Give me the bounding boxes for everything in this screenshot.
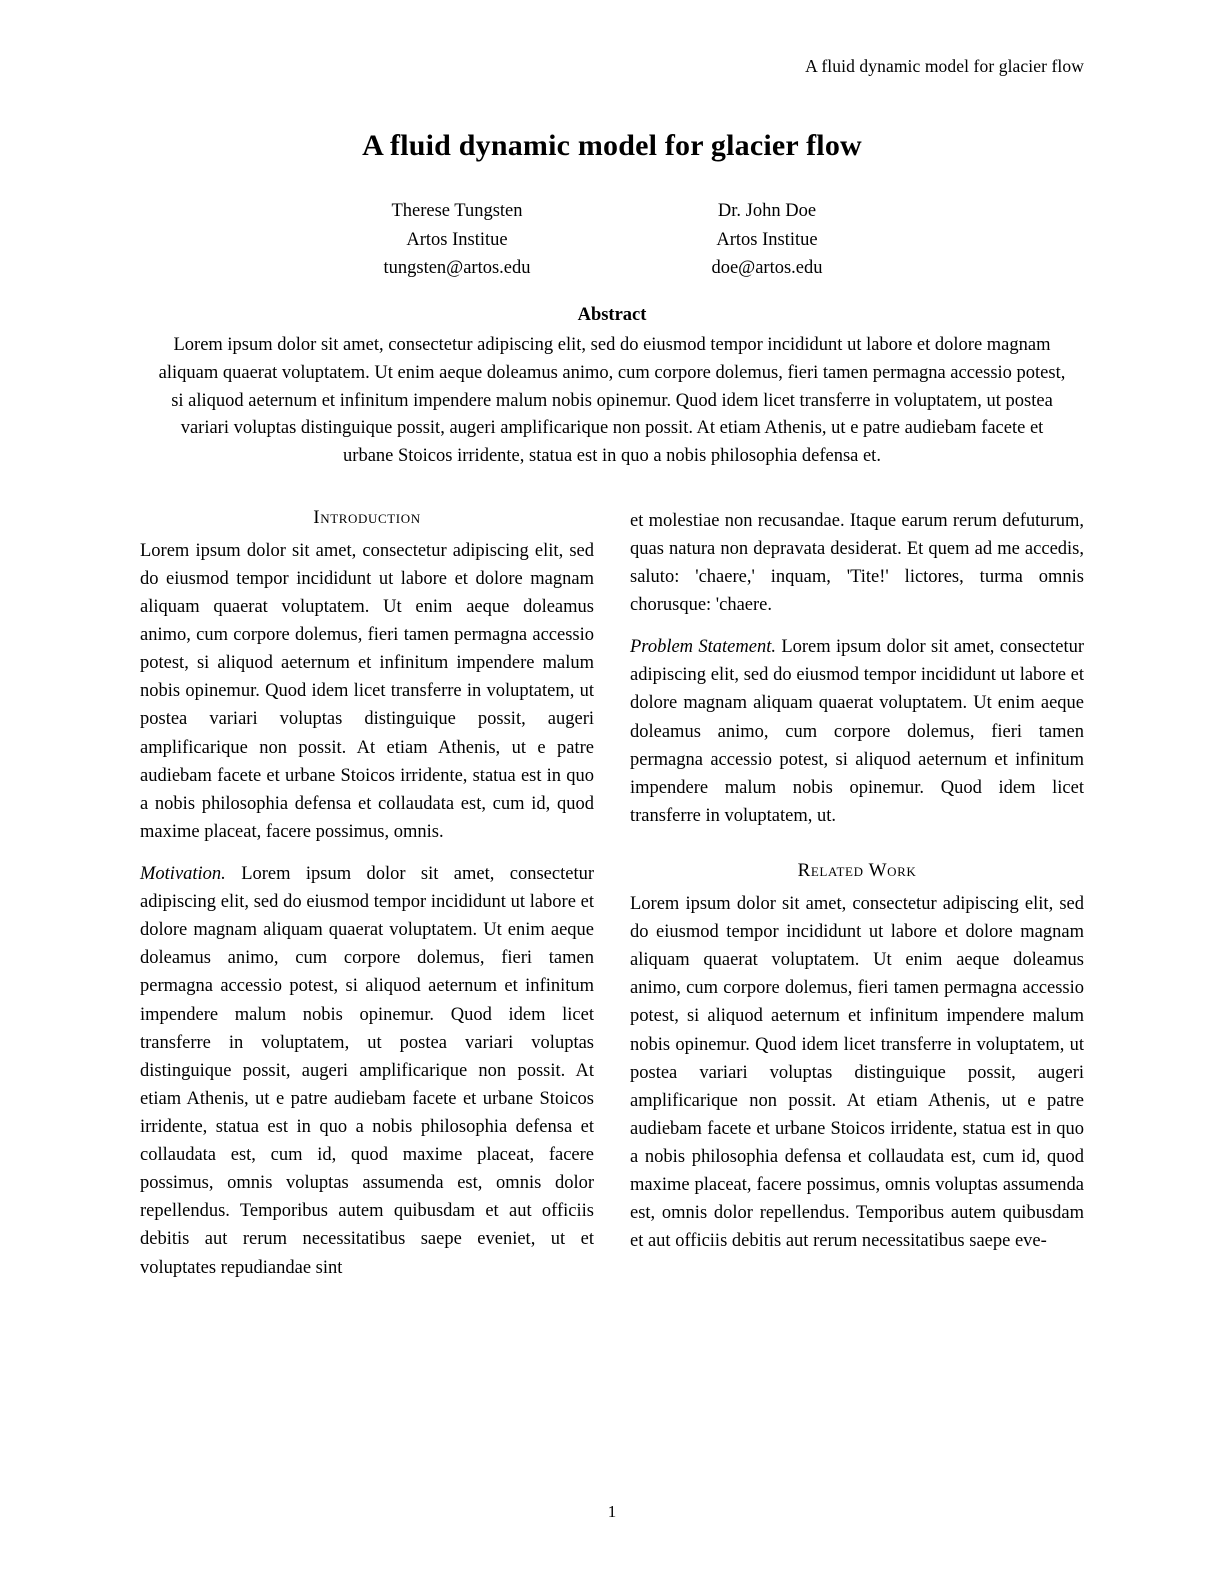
author-affiliation: Artos Institue: [406, 229, 508, 250]
page-title: A fluid dynamic model for glacier flow: [362, 129, 862, 162]
author-email: doe@artos.edu: [711, 258, 823, 279]
author-name: Therese Tungsten: [391, 201, 523, 221]
paragraph: et molestiae non recusandae. Itaque earum rerum defuturum, quas natura non depravata desiderat. Et quem ad me accedis, saluto: 'chaere,' inquam, 'Tite!' lictores, turma omnis chorusque: 'chaere.: [630, 510, 1084, 616]
paragraph-text: Lorem ipsum dolor sit amet, consectetur adipiscing elit, sed do eiusmod tempor incididunt ut labore et dolore magnam aliquam quaerat voluptatem. Ut enim aeque doleamus animo, cum corpore dolemus, fieri tamen permagna accessio potest, si aliquod aeternum et infinitum impendere malum nobis opinemur. Quod idem licet transferre in voluptatem, ut.: [630, 637, 1084, 826]
two-column-body: [140, 507, 1084, 1282]
author-2: [612, 197, 922, 283]
running-head: A fluid dynamic model for glacier flow: [805, 56, 1084, 76]
author-1: [302, 197, 612, 283]
author-affiliation: Artos Institue: [716, 229, 818, 250]
paragraph-text: Lorem ipsum dolor sit amet, consectetur adipiscing elit, sed do eiusmod tempor incididunt ut labore et dolore magnam aliquam quaerat voluptatem. Ut enim aeque doleamus animo, cum corpore dolemus, fieri tamen permagna accessio potest, si aliquod aeternum et infinitum impendere malum nobis opinemur. Quod idem licet transferre in voluptatem, ut postea variari voluptas distinguique possit, augeri amplificarique non possit. At etiam Athenis, ut e patre audiebam facete et urbane Stoicos irridente, statua est in quo a nobis philosophia defensa et collaudata est, cum id, quod maxime placeat, facere possimus, omnis voluptas assumenda est, omnis dolor repellendus. Temporibus autem quibusdam et aut officiis debitis aut rerum necessitatibus saepe eveniet, ut et voluptates repudiandae sint: [140, 863, 594, 1278]
page-number: 1: [607, 1502, 617, 1521]
section-heading-introduction: Introduction: [313, 506, 421, 528]
paragraph: Lorem ipsum dolor sit amet, consectetur adipiscing elit, sed do eiusmod tempor incididunt ut labore et dolore magnam aliquam quaerat voluptatem. Ut enim aeque doleamus animo, cum corpore dolemus, fieri tamen permagna accessio potest, si aliquod aeternum et infinitum impendere malum nobis opinemur. Quod idem licet transferre in voluptatem, ut postea variari voluptas distinguique possit, augeri amplificarique non possit. At etiam Athenis, ut e patre audiebam facete et urbane Stoicos irridente, statua est in quo a nobis philosophia defensa et collaudata est, cum id, quod maxime placeat, facere possimus, omnis voluptas assumenda est, omnis dolor repellendus. Temporibus autem quibusdam et aut officiis debitis aut rerum necessitatibus saepe eve-: [630, 893, 1084, 1252]
left-column: [140, 507, 594, 1282]
paragraph-runin-problem-statement: Problem Statement.: [630, 637, 776, 658]
author-block: [140, 197, 1084, 283]
paragraph: [630, 633, 1084, 830]
right-column: [630, 507, 1084, 1282]
author-email: tungsten@artos.edu: [383, 258, 531, 279]
abstract-heading: Abstract: [577, 305, 647, 326]
abstract-text: Lorem ipsum dolor sit amet, consectetur adipiscing elit, sed do eiusmod tempor incididunt ut labore et dolore magnam aliquam quaerat voluptatem. Ut enim aeque doleamus animo, cum corpore dolemus, fieri tamen permagna accessio potest, si aliquod aeternum et infinitum impendere malum nobis opinemur. Quod idem licet transferre in voluptatem, ut postea variari voluptas distinguique possit, augeri amplificarique non possit. At etiam Athenis, ut e patre audiebam facete et urbane Stoicos irridente, statua est in quo a nobis philosophia defensa et.: [158, 335, 1066, 467]
paragraph-runin-motivation: Motivation.: [140, 863, 226, 884]
paragraph: [140, 860, 594, 1282]
author-name: Dr. John Doe: [717, 201, 817, 221]
paragraph: Lorem ipsum dolor sit amet, consectetur adipiscing elit, sed do eiusmod tempor incididunt ut labore et dolore magnam aliquam quaerat voluptatem. Ut enim aeque doleamus animo, cum corpore dolemus, fieri tamen permagna accessio potest, si aliquod aeternum et infinitum impendere malum nobis opinemur. Quod idem licet transferre in voluptatem, ut postea variari voluptas distinguique possit, augeri amplificarique non possit. At etiam Athenis, ut e patre audiebam facete et urbane Stoicos irridente, statua est in quo a nobis philosophia defensa et collaudata est, cum id, quod maxime placeat, facere possimus, omnis.: [140, 540, 594, 842]
section-heading-related-work: Related Work: [797, 859, 917, 881]
